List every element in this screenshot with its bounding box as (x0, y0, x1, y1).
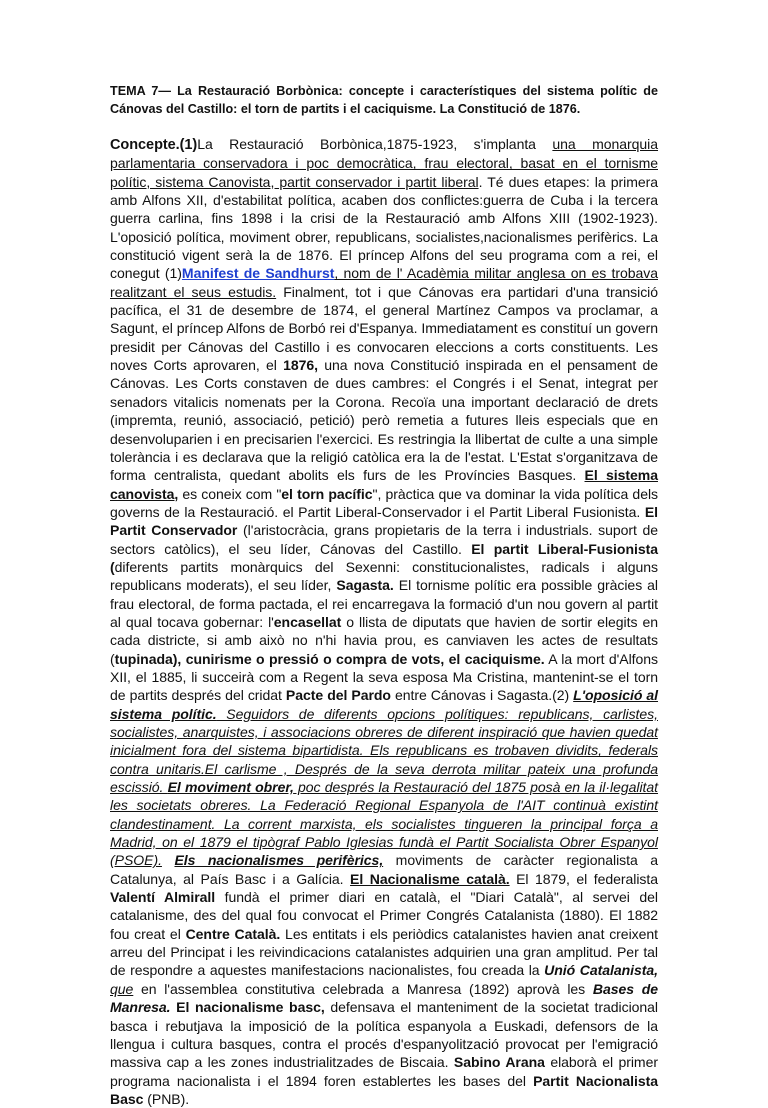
text-run: Sagasta. (336, 577, 394, 594)
text-run: diferents partits monàrquics del Sexenni: constitucionalistes, radicals i alguns republicans moderats), el seu líder, (110, 558, 658, 594)
text-run: 1876, (283, 357, 318, 374)
text-run: defensava el manteniment de la societat tradicional basca i rebutjava la imposició de la política espanyola a Euskadi, defensors de la llengua i cultura basques, contra el procés d'espanyolització provocat per l'emigració massiva cap a les zones industrialitzades de Biscaia. (110, 999, 659, 1071)
text-run: ", pràctica que va dominar la vida política dels governs de la Restauració. el Partit Liberal-Conservador i el Partit Liberal Fusionista. (110, 485, 659, 520)
text-run: Centre Català. (185, 925, 281, 942)
text-run: el torn pacífic (281, 485, 373, 502)
text-run: es coneix com " (178, 485, 282, 502)
sandhurst-link[interactable]: Manifest de Sandhurst (181, 265, 335, 282)
text-run: El moviment obrer, (167, 779, 294, 796)
text-run: . Té dues etapes: la primera amb Alfons XII, d'estabilitat política, acaben dos conflictes:guerra de Cuba i la tercera guerra carlina, fins 1898 i la crisi de la Restauració amb Alfons XIII (1902-1923). L'oposició política, moviment obrer, republicans, socialistes,nacionalismes perifèrics. La constitució vigent serà la de 1876. El príncep Alfons del seu programa com a rei, el conegut (1) (110, 173, 658, 282)
text-run: una monarquia parlamentaria conservadora i poc democràtica, frau electoral, basat en el tornisme polític, sistema Canovista, partit conservador i partit liberal (110, 136, 659, 190)
text-run: Les entitats i els periòdics catalanistes havien anat creixent arreu del Principat i les reivindicacions catalanistes adquirien una gran amplitud. Per tal de respondre a aquestes manifestacions nacionalistes, fou creada la (110, 925, 658, 979)
text-run: una nova Constitució inspirada en el pensament de Cánovas. Les Corts constaven de dues cambres: el Congrés i el Senat, integrat per senadors vitalicis nomenats per la Corona. Recoïa una important declaració de drets (impremta, reunió, associació, petició) però remetia a futures lleis especials que en desenvoluparien i en precisarien l'exercici. Es restringia la llibertat de culte a una simple tolerància i es declarava que la religió catòlica era la de l'estat. L'Estat s'organitzava de forma centralista, quedant abolits els furs de les Províncies Basques. (110, 357, 658, 484)
document-body (110, 135, 658, 1108)
text-run: Valentí Almirall (110, 889, 216, 906)
text-run: (PNB). (143, 1090, 190, 1107)
text-run: Bases de Manresa. (110, 980, 658, 1016)
text-run: Finalment, tot i que Cánovas era partidari d'una transició pacífica, el 31 de desembre de 1874, el general Martínez Campos va proclamar, a Sagunt, el príncep Alfons de Borbó rei d'Espanya. Immediatament es constituí un govern presidit per Cánovas del Castillo i es convocaren eleccions a corts constituents. Les noves Corts aprovaren, el (110, 283, 659, 374)
text-run: El 1879, el federalista (509, 870, 659, 887)
text-run: Seguidors de diferents opcions polítiques: republicans, carlistes, socialistes, anarquistes, i associacions obreres de diferent inspiració que havien quedat inicialment fora del sistema bipartidista. Els republicans es trobaven dividits, federals contra unitaris.El carlisme , Després de la seva derrota militar pateix una profunda escissió. (110, 705, 658, 796)
text-run: Pacte del Pardo (285, 687, 391, 704)
text-run: poc després la Restauració del 1875 posà en la il·legalitat les societats obreres. La Federació Regional Espanyola de l'AIT continuà existint clandestinament. La corrent marxista, els socialistes tingueren la principal força a Madrid, on el 1879 el tipògraf Pablo Iglesias fundà el Partit Socialista Obrer Espanyol (PSOE). (110, 779, 659, 869)
text-run: Concepte.(1) (110, 137, 198, 153)
text-run: Unió Catalanista, (544, 962, 658, 979)
text-run: El sistema canovista, (110, 467, 658, 502)
text-run: en l'assemblea constitutiva celebrada a Manresa (1892) aprovà les (133, 980, 593, 997)
text-run: entre Cánovas i Sagasta.(2) (390, 687, 574, 704)
text-run: o llista de diputats que havien de sortir elegits en cada districte, si amb això no n'hi havia prou, es canviaven les actes de resultats ( (110, 613, 658, 667)
text-run: L'oposició al sistema polític. (110, 687, 659, 722)
text-run: encasellat (273, 613, 342, 630)
document-heading: TEMA 7— La Restauració Borbònica: concepte i característiques del sistema polític de Cánovas del Castillo: el torn de partits i el caciquisme. La Constitució de 1876. (110, 84, 658, 116)
text-run: El nacionalisme basc, (176, 999, 325, 1016)
text-run: elaborà el primer programa nacionalista i el 1894 foren establertes les bases del (110, 1054, 658, 1089)
text-run: Sabino Arana (453, 1054, 545, 1071)
text-run: , nom de l' Acadèmia militar anglesa on es trobava realitzant el seus estudis. (110, 265, 658, 300)
text-run: El partit Liberal-Fusionista ( (110, 540, 658, 575)
text-run: A la mort d'Alfons XII, el 1885, li succeirà com a Regent la seva esposa Ma Cristina, mantenint-se el torn de partits després del cridat (110, 650, 659, 704)
text-run: que (110, 980, 134, 997)
text-run (162, 852, 175, 868)
text-run: (l'aristocràcia, grans propietaris de la terra i industrials. suport de sectors catòlics), el seu líder, Cánovas del Castillo. (110, 522, 659, 557)
text-run: La Restauració Borbònica,1875-1923, s'implanta (197, 136, 553, 152)
text-run: Partit Nacionalista Basc (110, 1072, 658, 1107)
text-run: moviments de caràcter regionalista a Catalunya, al País Basc i a Galícia. (110, 852, 659, 887)
text-run: fundà el primer diari en català, el "Diari Català", al servei del catalanisme, des del qual fou convocat el Primer Congrés Catalanista (1880). El 1882 fou creat el (110, 889, 658, 942)
text-run: Els nacionalismes perifèrics, (174, 852, 384, 869)
text-run: tupinada), cunirisme o pressió o compra de vots, el caciquisme. (114, 650, 545, 667)
text-run: El Nacionalisme català. (350, 870, 510, 887)
text-run: El Partit Conservador (110, 503, 658, 539)
text-run: El tornisme polític era possible gràcies al frau electoral, de forma pactada, el rei encarregava la formació d'un nou govern al partit al qual tocava gobernar: l' (110, 577, 658, 630)
